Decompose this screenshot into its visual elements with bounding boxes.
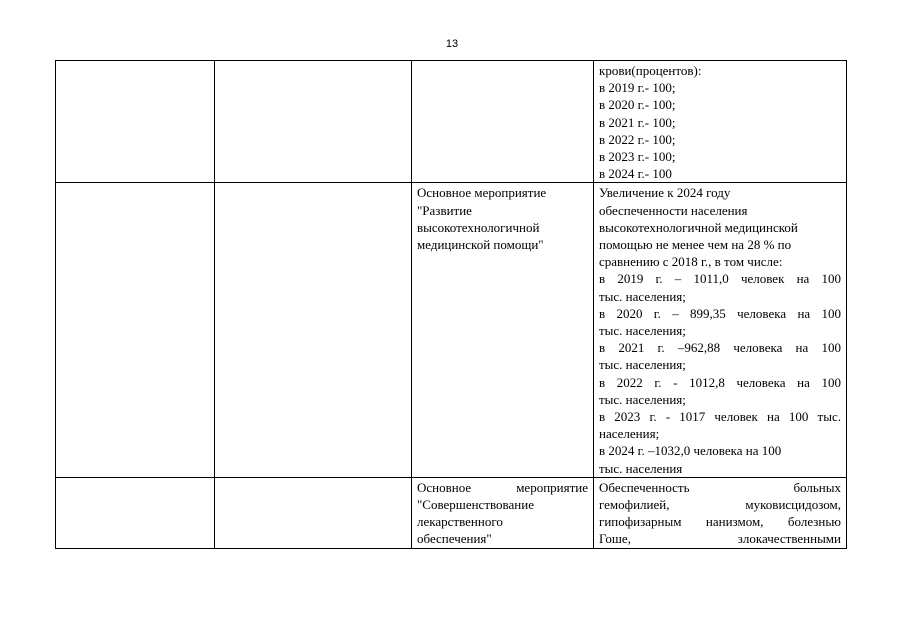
indicator-line: гемофилией, муковисцидозом, (599, 497, 841, 513)
empty-cell (215, 477, 412, 548)
indicator-line: в 2021 г.- 100; (599, 114, 676, 130)
activity-line: Основное мероприятие (417, 185, 547, 201)
indicator-line: Увеличение к 2024 году (599, 185, 731, 201)
activity-line: медицинской помощи" (417, 237, 544, 253)
indicator-line: помощью не менее чем на 28 % по (599, 237, 792, 253)
indicator-line: тыс. населения; (599, 391, 686, 407)
indicator-line: в 2024 г. –1032,0 человека на 100 (599, 443, 782, 459)
activity-line: "Развитие (417, 202, 472, 218)
indicator-cell (594, 61, 847, 183)
empty-cell (215, 61, 412, 183)
indicator-line: тыс. населения; (599, 357, 686, 373)
indicator-cell (594, 183, 847, 477)
activity-line: Основное мероприятие (417, 479, 588, 495)
empty-cell (56, 183, 215, 477)
activity-line: обеспечения" (417, 531, 492, 547)
indicator-line: тыс. населения; (599, 288, 686, 304)
indicator-line: тыс. населения (599, 460, 683, 476)
indicator-line: в 2020 г.- 100; (599, 97, 676, 113)
activity-cell (412, 61, 594, 183)
indicator-line: высокотехнологичной медицинской (599, 219, 798, 235)
activity-line: "Совершенствование (417, 497, 534, 513)
indicator-cell (594, 477, 847, 548)
program-table (55, 60, 847, 549)
indicator-line: тыс. населения; (599, 323, 686, 339)
indicator-line: в 2023 г. - 1017 человек на 100 тыс. (599, 409, 841, 425)
indicator-line: в 2020 г. – 899,35 человека на 100 (599, 305, 841, 321)
indicator-line: в 2022 г.- 100; (599, 131, 676, 147)
indicator-line: в 2019 г.- 100; (599, 80, 676, 96)
activity-line: лекарственного (417, 514, 503, 530)
indicator-line: Обеспеченность больных (599, 479, 841, 495)
table-row (56, 183, 847, 477)
page-number: 13 (445, 38, 459, 50)
indicator-line: в 2022 г. - 1012,8 человека на 100 (599, 374, 841, 390)
indicator-line: в 2024 г.- 100 (599, 166, 672, 182)
indicator-line: обеспеченности населения (599, 202, 748, 218)
empty-cell (56, 61, 215, 183)
indicator-line: сравнению с 2018 г., в том числе: (599, 254, 783, 270)
indicator-line: в 2019 г. – 1011,0 человек на 100 (599, 271, 841, 287)
activity-cell (412, 477, 594, 548)
indicator-line: крови(процентов): (599, 63, 702, 78)
empty-cell (56, 477, 215, 548)
activity-line: высокотехнологичной (417, 219, 540, 235)
empty-cell (215, 183, 412, 477)
activity-cell (412, 183, 594, 477)
indicator-line: в 2023 г.- 100; (599, 149, 676, 165)
table-row (56, 61, 847, 183)
indicator-line: Гоше, злокачественными (599, 531, 841, 547)
indicator-line: населения; (599, 426, 660, 442)
table-row (56, 477, 847, 548)
indicator-line: в 2021 г. –962,88 человека на 100 (599, 340, 841, 356)
indicator-line: гипофизарным нанизмом, болезнью (599, 514, 841, 530)
